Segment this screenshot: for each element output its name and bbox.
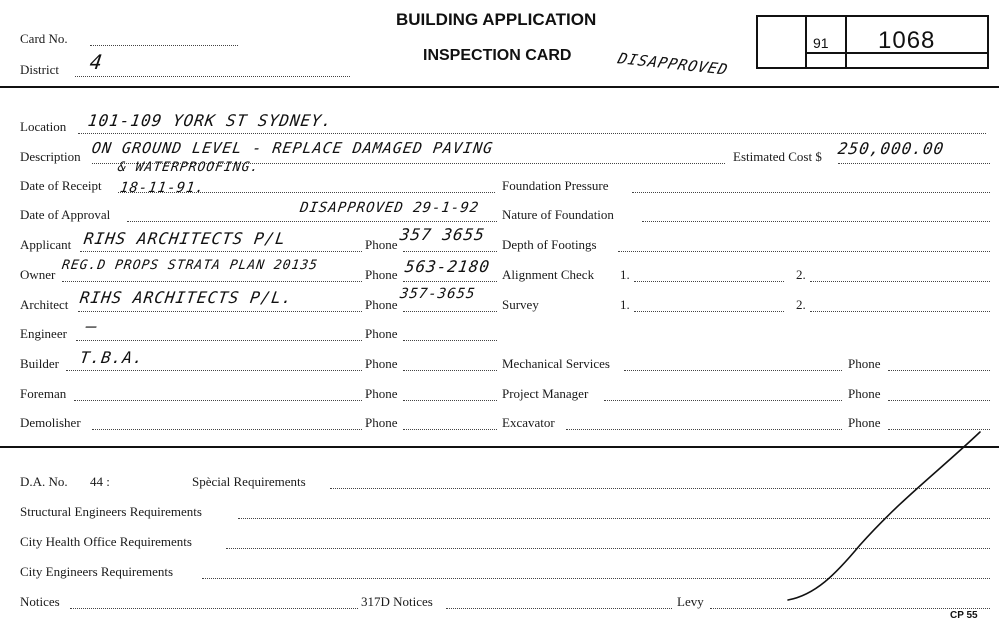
survey-label: Survey [502, 297, 539, 312]
owner-phone-value: 563-2180 [403, 257, 492, 276]
mechanical-label: Mechanical Services [502, 356, 610, 371]
applicant-label: Applicant [20, 237, 72, 252]
owner-phone-label: Phone [365, 267, 398, 282]
architect-phone-value: 357-3655 [398, 286, 477, 302]
applicant-value: RIHS ARCHITECTS P/L [82, 229, 288, 248]
builder-phone-label: Phone [365, 356, 398, 371]
da-label: D.A. No. [20, 474, 68, 489]
owner-value: REG.D PROPS STRATA PLAN 20135 [60, 258, 320, 273]
city-eng-req-label: City Engineers Requirements [20, 564, 174, 579]
receipt-label: Date of Receipt [20, 178, 102, 193]
description-label: Description [20, 149, 81, 164]
architect-value: RIHS ARCHITECTS P/L. [78, 288, 294, 307]
project-manager-phone-label: Phone [848, 386, 881, 401]
foreman-label: Foreman [20, 386, 67, 401]
da-value: 44 : [90, 474, 110, 489]
location-value: 101-109 YORK ST SYDNEY. [86, 111, 334, 130]
district-label: District [20, 62, 59, 77]
description-value-line1: ON GROUND LEVEL - REPLACE DAMAGED PAVING [90, 139, 495, 157]
demolisher-label: Demolisher [20, 415, 81, 430]
depth-footings-label: Depth of Footings [502, 237, 597, 252]
approval-value: DISAPPROVED 29-1-92 [298, 200, 481, 216]
survey-1-label: 1. [620, 297, 630, 312]
engineer-value: — [84, 316, 100, 337]
location-label: Location [20, 119, 67, 134]
foreman-phone-label: Phone [365, 386, 398, 401]
special-req-label: Spècial Requirements [192, 474, 306, 489]
builder-label: Builder [20, 356, 59, 371]
engineer-label: Engineer [20, 326, 67, 341]
applicant-phone-value: 357 3655 [398, 225, 487, 244]
survey-2-label: 2. [796, 297, 806, 312]
estimated-cost-value: 250,000.00 [836, 139, 946, 158]
health-req-label: City Health Office Requirements [20, 534, 192, 549]
demolisher-phone-label: Phone [365, 415, 398, 430]
alignment-check-label: Alignment Check [502, 267, 595, 282]
levy-label: Levy [677, 594, 704, 609]
structural-req-label: Structural Engineers Requirements [20, 504, 202, 519]
applicant-phone-label: Phone [365, 237, 398, 252]
architect-label: Architect [20, 297, 69, 312]
project-manager-label: Project Manager [502, 386, 589, 401]
foundation-pressure-label: Foundation Pressure [502, 178, 609, 193]
notices-label: Notices [20, 594, 60, 609]
approval-label: Date of Approval [20, 207, 111, 222]
form-code: CP 55 [950, 610, 978, 621]
disapproved-stamp: DISAPPROVED [615, 49, 731, 79]
card-no-label: Card No. [20, 31, 68, 46]
engineer-phone-label: Phone [365, 326, 398, 341]
excavator-phone-label: Phone [848, 415, 881, 430]
excavator-label: Excavator [502, 415, 555, 430]
title-line-1: BUILDING APPLICATION [396, 10, 597, 29]
nature-foundation-label: Nature of Foundation [502, 207, 614, 222]
notices-317d-label: 317D Notices [361, 594, 433, 609]
box-small-number: 91 [813, 35, 829, 51]
owner-label: Owner [20, 267, 56, 282]
box-card-number: 1068 [878, 27, 936, 54]
alignment-check-2-label: 2. [796, 267, 806, 282]
mechanical-phone-label: Phone [848, 356, 881, 371]
receipt-value: 18-11-91. [118, 180, 206, 196]
estimated-cost-label: Estimated Cost $ [733, 149, 822, 164]
title-line-2: INSPECTION CARD [423, 47, 572, 64]
builder-value: T.B.A. [78, 348, 146, 367]
alignment-check-1-label: 1. [620, 267, 630, 282]
architect-phone-label: Phone [365, 297, 398, 312]
description-value-line2: & WATERPROOFING. [116, 160, 261, 175]
district-value: 4 [88, 50, 105, 74]
